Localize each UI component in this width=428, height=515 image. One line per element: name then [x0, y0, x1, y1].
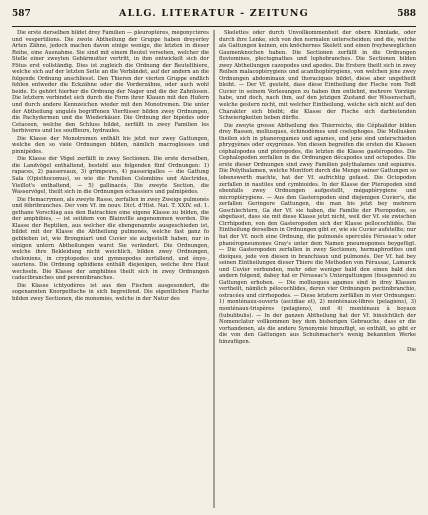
paragraph: Die zweyte grosse Abtheilung des Thierreichs, die Céphalidor bilden drey Rassen, mollusques, échinodèmes und coelophoges. Die Mollusken theilen sich in phanerogames und agames, und jene sind unterschieden phrygyènes oder oxygrènes. Von diesen begreifen die ersten die Klassen céphalopodes und ptéropodes, die letzten die Klasse gastéropodes. Die Cephalopoden zerfallen in die Ordnungen décapodes und octopodes. Die erste dieser Ordnungen sind zwey Familien polythalames und sepiaires. Die Polythalamen, welche Montfort durch die Menge seiner Gattungen so lobenswerth machte, hat der Vf. aufrichtig gefasst. Die Octopoden zerfallen in nautiles und cymbioides. In der Klasse der Pteropoden sind ebenfalls zwey Ordnungen aufgestellt, mégaptérygiens und microptérygiens. — Aus den Gasteropoden sind diejenigen Cuvier's, die zerfallen Geringere Gattungen, die man bis jetzt bey mehrern Geschlechtern, Ga der Vf. sie haben, die Familie der Pteropoden, so abgefasst, dass sie mit diese Klasse jetzt nicht, weil der Vf. sie zwischen Cirrhipoden, von den Gasteropoden sich der Klasse pellocochlidés. Die Eintheilung derselben in Ordnungen gibt er, wie sie Cuvier aufstellte; nur hat der Vf. noch eine Ordnung, die pulmonés operculés Férussac's oder phanéropneumones Gray's unter dem Namen pneumopomes beygefügt. — Die Gasteropoden zerfallen in zwey Sectionen, hermaphrodites und dioiques, jede von diesen in branchiaux und pulmonés. Der Vf. hat bey seinen Eintheilungen dieser Thiere die Methoden von Férussac, Lamarck und Cuvier verbunden, mehr oder weniger bald den einen bald den andern folgend, dabey hat er Férussac's Untergattungen (fousgenres) zu Gattungen erhoben. — Die mollusques agames sind in drey Klassen vertheilt, nämlich pélocochlides, deren vier Ordnungen pectinibranchio, ostracées und cirrhopodes. — Diese letztern zerfällen in vier Ordnungen: 1) monténaux-ouverts (ascidiae et), 2) monténaux-libres (pelagiens), 3) monténaux-trispères (pelagiens), und 4) monténaux à boyaux (tubulibulis). — In der ganzen Abtheilung hat der Vf. hinsichtlich der Nomenclatur vollkommen bey dem bisherigen Gebrauche, dass er die vorhandenen, als die andere Synonymie hinzufügt, so enthält, so gibt er die von den Gattungen aus Schuhmacher's wenig bekannten Werke hinzufügen.: [219, 122, 416, 345]
text-columns: [12, 30, 416, 508]
right-column: [219, 30, 416, 508]
running-header: [12, 8, 416, 24]
catchword: Die: [407, 347, 416, 354]
paragraph: Die Klasse ichtyodères ist aus den Fischen ausgesondert, die sogenannten Knorpelfische in sich begreifend. Die eigentlichen Fische bilden zwey Sectionen, die monomies, welche in der Natur des: [12, 282, 209, 302]
left-column: [12, 30, 209, 508]
paragraph: Die erste derselben bildet drey Familien — pleuroptères, mégonyctères und vespertilions. Die zwote Abtheilung der Gruppe haben dreyerley Arten Zähne, jedoch machen davon einige wenige, die letzten in dieser Reihe, eine Ausnahme. Sie sind mit einem Beutel versehen, welcher die Stelle einer zweyten Gebärmutter vertritt, in ihm entwickelt sich der Fötus erst vollständig. Dies ist zugleich die Ordnung der Beutelthiere, welche sich auf der letzten Seite an die Verbändet, auf der andern an die folgende Ordnung anschliesst. Den Thieren der vierten Gruppe endlich fehlen entweder die Eckzähne oder die Vorderzähne, oder auch wohl beide. Es gehört hierher die Ordnung der Nager und die der Zahnlosen. Die letztern verbindet sich durch die Form ihrer Klauen mit den Hufern und durch andere Kennzeichen wieder mit den Monotremen. Die unter der Abtheilung ungulés begriffenen Vierfüsser bilden zwey Ordnungen, die Pachydermen und die Wiederkäuer. Die Ordnung der bipèdes oder Cetaceen, welche den Schluss bildet, zerfällt in zwey Familien les herbivores und les souffleurs, hydraules.: [12, 30, 209, 135]
journal-title: ALLG. LITERATUR - ZEITUNG: [119, 8, 309, 19]
page-number-right: 588: [397, 9, 416, 19]
page-number-left: 587: [12, 9, 31, 19]
column-divider: [214, 30, 215, 508]
paragraph: Skelettes oder durch Unvollkommenheit der obern Kinnlade, oder durch ihre Lenke, sich von den normalen unterscheiden; und die, welche als Gattungen keinen, ein knöchernes Skelett und einen freybeweglichen Gaumenknochen haben. Die Sectionen zerfällt in die Ordnungen fluviomines, plectognathes und lophobranches. Die Sectionen bilden zwey Abtheilungen cazopodes und apodes. Die Erstere theilt sich in zwey Reihen malacoptérygiens und acanthoptérygiens, von welchen jene zwey Ordnungen abdominaux und thoraciques bildet, diese aber ungetheilt bleibt. — Der Vf. gesteht, dass diese Eintheilung der Fische vom Todt Cuvier in seinem Vorlesungen zu haben ihm entlehnt, mehrere Vorzüge habe, und doch, nach ihm, auf den jetzigen Zustand der Wissenschaft, welche gestern nicht, mit welcher Eintheilung, welche sich nicht auf den Charakter sich bleibt; die Klasse der Fische sich darbietenden Schwierigkeiten heben dürfte.: [219, 30, 416, 122]
paragraph: Die Klasse der Vögel zerfällt in zwey Sectionen. Die erste derselben, die Landvögel enthaltend, besteht aus folgenden fünf Ordnungen: 1) rapaces, 2) passereaux, 3) grimpeurs, 4) passerigalles — die Gattung Sala (Opisthocomus), so wie die Familien Colombins und Alectrides, Vieillot's enthaltend, — 5) gallinacés. Die zweyte Section, die Wasservögel, theilt sich in die Ordnungen échassiers und palmipèdes.: [12, 156, 209, 196]
header-rule: [12, 26, 416, 27]
paragraph: Die Klasse der Monotremen enthält bis jetzt nur zwey Gattungen, welche den so viele Ordnungen bilden, nämlich macroglosses und pinnipèdes.: [12, 135, 209, 155]
paragraph: Die Hemacrymen, als zweyte Rasse, zerfallen in zwey Zweige pulmonés und fébribranches. Der vom Vf. im nouv. Dict. d'Hist. Nat. T. XXIV. ed. 1. gethane Vorschlag aus den Batrachien eine eigene Klasse zu bilden, die der amphibies, — ist seitdem von Blainville angenommen worden. Die Klasse der Reptilien, aus welcher die ebengenannte ausgeschieden ist, bildet mit der Klasse die Abtheilung pulmonés, welche fast ganz fo geblieben ist, wie Brongniart und Cuvier sie aufgestellt haben, nur in einigen untern Abtheilungen warst Sie verändert. Die Ordnungen, welche ihre Bekleidung nicht weichlich, bilden zwey Ordnungen, cheloniens, in cryptopodes und gymnopodes zerfallend, und ényo-, sauriens. Die Ordnung ophidiens enthält diejenigen, welche ihre Haut wechseln. Die Klasse der amphibies theilt sich in zwey Ordnungen caducibranches und perennibranches.: [12, 196, 209, 282]
